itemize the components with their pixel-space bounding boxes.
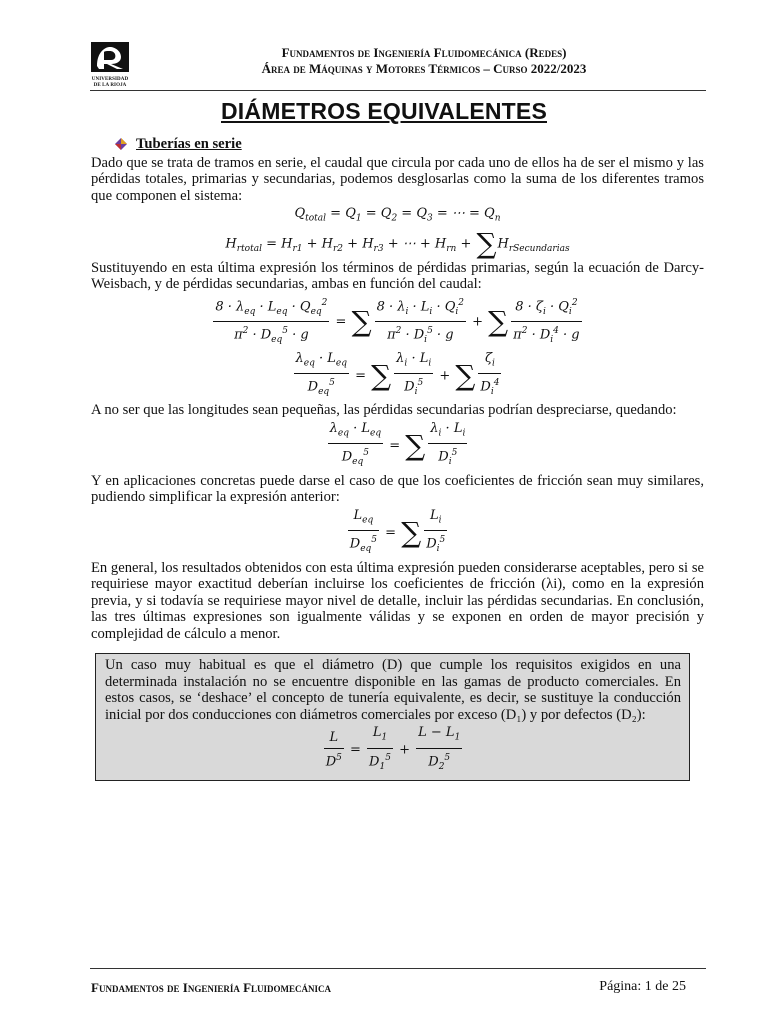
equation-darcy-full: $\frac{8 \cdot \lambda_{eq} \cdot L_{eq} \cdot Q_{eq}^2}{\pi^2 \cdot D_{eq}^5 \cdot g}$ = ∑ $\frac{8 \cdot \lambda_i \cdot L_i \cdot Q_i^2}{\pi^2 \cdot D_i^5 \cdot g}$ + ∑ $\frac{8 \cdot \zeta_i \cdot Q_i^2}{\pi^2 \cdot D_i^4 \cdot g}$ xyxy=(91,295,704,349)
university-logo-icon xyxy=(91,42,129,72)
note-text: Un caso muy habitual es que el diámetro (D) que cumple los requisitos exigidos en una determinada instalación no se encuentre disponible en las gamas de producto comerciales. En estos casos, se ‘deshace’ el concepto de tunería equivalente, es decir, se sustituye la conducción inicial por dos conducciones con diámetros comerciales por exceso (D₁) y por defectos (D₂): xyxy=(105,657,681,723)
footer-divider xyxy=(90,968,706,969)
header-course-title: Fundamentos de Ingeniería Fluidomecánica (Redes) xyxy=(281,45,567,60)
equation-head-loss: $H_{rtotal} = H_{r1} + H_{r2} + H_{r3}$ + ⋯ + $H_{rn} + \sum H_{rSecundarias}$ xyxy=(225,226,570,260)
paragraph-conclusion: En general, los resultados obtenidos con esta última expresión pueden considerarse aceptables, pero si se requiriese mayor exactitud deberían incluirse los coeficientes de fricción (λi), como en la expresión previa, y si todavía se requiriese mayor nivel de detalle, incluir las pérdidas secundarias. En conclusión, las tres últimas expresiones son igualmente válidas y se exponen en orden de mayor precisión y complejidad de cálculo a menor. xyxy=(91,559,704,643)
page-number: Página: 1 de 25 xyxy=(599,979,686,994)
page-title: DIÁMETROS EQUIVALENTES xyxy=(221,98,547,124)
paragraph-similar-friction: Y en aplicaciones concretas puede darse el caso de que los coeficientes de fricción sean muy similares, pudiendo simplificar la expresión anterior: xyxy=(91,472,704,506)
page-header xyxy=(140,45,708,77)
section-heading-text: Tuberías en serie xyxy=(136,136,242,152)
note-box xyxy=(95,653,690,781)
paragraph-darcy: Sustituyendo en esta última expresión los términos de pérdidas primarias, según la ecuación de Darcy-Weisbach, y de pérdidas secundarias, ambas en función del caudal: xyxy=(91,259,704,293)
paragraph-neglect-secondary: A no ser que las longitudes sean pequeñas, las pérdidas secundarias podrían despreciarse, quedando: xyxy=(91,402,677,419)
section-heading xyxy=(115,136,704,153)
header-department: Área de Máquinas y Motores Térmicos – Curso 2022/2023 xyxy=(261,61,587,76)
equation-no-secondary: $\frac{\lambda_{eq} \cdot L_{eq}}{D_{eq}^5}$ = ∑ $\frac{\lambda_i \cdot L_i}{D_i^5}$ xyxy=(329,421,466,468)
paragraph-intro: Dado que se trata de tramos en serie, el caudal que circula por cada uno de ellos ha de ser el mismo y las pérdidas totales, primarias y secundarias, podemos desglosarlas como la suma de los diferentes tramos que componen el sistema: xyxy=(91,154,704,204)
equation-darcy-simplified: $\frac{\lambda_{eq} \cdot L_{eq}}{D_{eq}^5}$ = ∑ $\frac{\lambda_i \cdot L_i}{D_i^5}$ + ∑ $\frac{\zeta_i}{D_i^4}$ xyxy=(295,350,500,397)
equation-lengths: $\frac{L_{eq}}{D_{eq}^5}$ = ∑ $\frac{L_i}{D_i^5}$ xyxy=(349,507,446,555)
diamond-bullet-icon xyxy=(115,138,127,150)
main-content xyxy=(91,136,704,643)
equation-flow: $Q_{total} = Q_1 = Q_2 = Q_3$ = ⋯ = $Q_n$ xyxy=(294,206,501,224)
university-logo xyxy=(91,42,129,88)
logo-caption: UNIVERSIDAD DE LA RIOJA xyxy=(91,77,129,88)
footer-course: Fundamentos de Ingeniería Fluidomecánica xyxy=(91,980,332,995)
equation-commercial-diameters: $\frac{L}{D^5}$ = $\frac{L_1}{D_1^5}$ + $\frac{L - L_1}{D_2^5}$ xyxy=(325,725,461,772)
header-divider xyxy=(90,90,706,91)
